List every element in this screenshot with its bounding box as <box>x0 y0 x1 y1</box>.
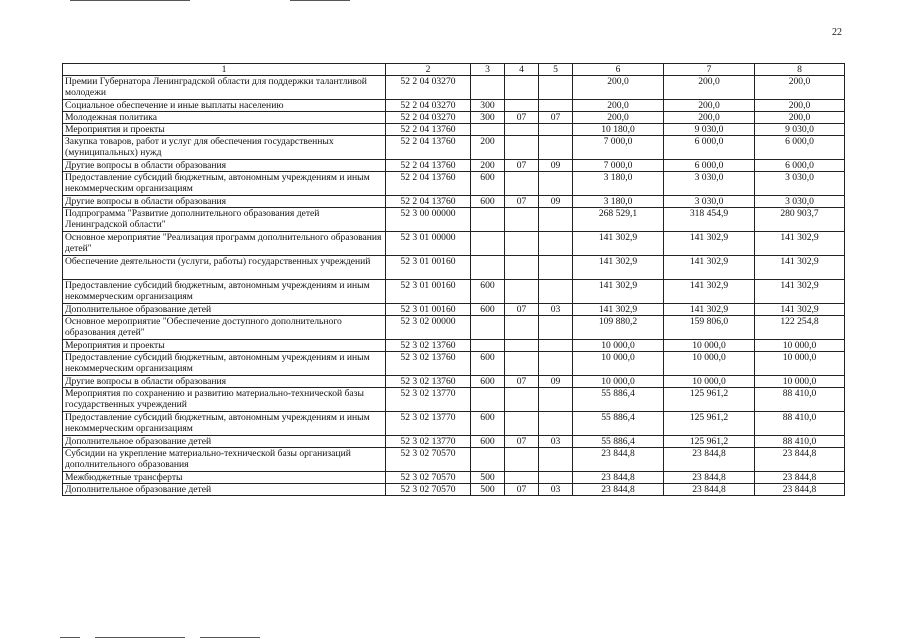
row-name-cell: Подпрограмма "Развитие дополнительного образования детей Ленинградской области" <box>63 208 386 232</box>
amount-col7-cell: 3 030,0 <box>664 196 755 208</box>
expense-type-cell <box>471 124 505 136</box>
subsection-cell <box>539 316 573 340</box>
row-name-cell: Дополнительное образование детей <box>63 484 386 496</box>
amount-col8-cell: 9 030,0 <box>755 124 845 136</box>
target-article-cell: 52 3 01 00160 <box>386 280 471 304</box>
section-cell <box>505 340 539 352</box>
amount-col6-cell: 109 880,2 <box>573 316 664 340</box>
section-cell: 07 <box>505 484 539 496</box>
amount-col8-cell: 200,0 <box>755 100 845 112</box>
expense-type-cell: 600 <box>471 280 505 304</box>
row-name-cell: Основное мероприятие "Реализация программ дополнительного образования детей" <box>63 232 386 256</box>
amount-col6-cell: 200,0 <box>573 76 664 100</box>
section-cell <box>505 316 539 340</box>
subsection-cell <box>539 280 573 304</box>
target-article-cell: 52 2 04 13760 <box>386 196 471 208</box>
amount-col6-cell: 10 000,0 <box>573 340 664 352</box>
section-cell <box>505 100 539 112</box>
amount-col6-cell: 7 000,0 <box>573 136 664 160</box>
amount-col8-cell: 10 000,0 <box>755 352 845 376</box>
amount-col7-cell: 125 961,2 <box>664 388 755 412</box>
budget-table <box>62 63 845 496</box>
amount-col6-cell: 200,0 <box>573 100 664 112</box>
amount-col8-cell: 3 030,0 <box>755 172 845 196</box>
amount-col6-cell: 10 000,0 <box>573 376 664 388</box>
table-row <box>63 208 845 232</box>
table-row <box>63 412 845 436</box>
row-name-cell: Мероприятия по сохранению и развитию материально-технической базы государственных учреждений <box>63 388 386 412</box>
amount-col6-cell: 55 886,4 <box>573 436 664 448</box>
amount-col7-cell: 141 302,9 <box>664 232 755 256</box>
expense-type-cell <box>471 76 505 100</box>
column-header: 6 <box>573 64 664 76</box>
amount-col6-cell: 141 302,9 <box>573 232 664 256</box>
subsection-cell <box>539 124 573 136</box>
row-name-cell: Дополнительное образование детей <box>63 304 386 316</box>
table-row <box>63 436 845 448</box>
amount-col8-cell: 6 000,0 <box>755 136 845 160</box>
expense-type-cell: 600 <box>471 436 505 448</box>
scan-edge-line-top-right <box>290 0 350 1</box>
amount-col7-cell: 141 302,9 <box>664 256 755 280</box>
expense-type-cell: 300 <box>471 100 505 112</box>
amount-col6-cell: 200,0 <box>573 112 664 124</box>
table-row <box>63 160 845 172</box>
table-row <box>63 112 845 124</box>
expense-type-cell <box>471 208 505 232</box>
row-name-cell: Дополнительное образование детей <box>63 436 386 448</box>
amount-col6-cell: 23 844,8 <box>573 484 664 496</box>
amount-col7-cell: 6 000,0 <box>664 136 755 160</box>
target-article-cell: 52 2 04 03270 <box>386 100 471 112</box>
expense-type-cell: 600 <box>471 196 505 208</box>
target-article-cell: 52 2 04 03270 <box>386 76 471 100</box>
table-row <box>63 280 845 304</box>
table-row <box>63 448 845 472</box>
amount-col7-cell: 200,0 <box>664 76 755 100</box>
subsection-cell: 03 <box>539 304 573 316</box>
table-row <box>63 76 845 100</box>
expense-type-cell: 600 <box>471 304 505 316</box>
column-header: 3 <box>471 64 505 76</box>
amount-col8-cell: 200,0 <box>755 112 845 124</box>
target-article-cell: 52 2 04 13760 <box>386 172 471 196</box>
target-article-cell: 52 3 02 13760 <box>386 340 471 352</box>
subsection-cell <box>539 76 573 100</box>
amount-col6-cell: 10 180,0 <box>573 124 664 136</box>
subsection-cell: 03 <box>539 484 573 496</box>
subsection-cell <box>539 472 573 484</box>
page-number: 22 <box>832 27 842 38</box>
expense-type-cell: 500 <box>471 472 505 484</box>
amount-col8-cell: 10 000,0 <box>755 376 845 388</box>
subsection-cell <box>539 388 573 412</box>
section-cell <box>505 412 539 436</box>
expense-type-cell <box>471 256 505 280</box>
row-name-cell: Межбюджетные трансферты <box>63 472 386 484</box>
row-name-cell: Другие вопросы в области образования <box>63 196 386 208</box>
row-name-cell: Обеспечение деятельности (услуги, работы) государственных учреждений <box>63 256 386 280</box>
target-article-cell: 52 3 02 13770 <box>386 436 471 448</box>
section-cell: 07 <box>505 196 539 208</box>
header-row <box>63 64 845 76</box>
subsection-cell <box>539 448 573 472</box>
amount-col8-cell: 122 254,8 <box>755 316 845 340</box>
amount-col8-cell: 6 000,0 <box>755 160 845 172</box>
amount-col6-cell: 55 886,4 <box>573 388 664 412</box>
row-name-cell: Другие вопросы в области образования <box>63 376 386 388</box>
amount-col6-cell: 141 302,9 <box>573 304 664 316</box>
row-name-cell: Основное мероприятие "Обеспечение доступного дополнительного образования детей" <box>63 316 386 340</box>
table-row <box>63 124 845 136</box>
amount-col8-cell: 3 030,0 <box>755 196 845 208</box>
amount-col6-cell: 141 302,9 <box>573 280 664 304</box>
row-name-cell: Мероприятия и проекты <box>63 124 386 136</box>
column-header: 2 <box>386 64 471 76</box>
column-header: 5 <box>539 64 573 76</box>
section-cell <box>505 124 539 136</box>
row-name-cell: Субсидии на укрепление материально-технической базы организаций дополнительного образования <box>63 448 386 472</box>
amount-col8-cell: 23 844,8 <box>755 448 845 472</box>
target-article-cell: 52 3 02 70570 <box>386 472 471 484</box>
target-article-cell: 52 3 02 13770 <box>386 412 471 436</box>
amount-col7-cell: 23 844,8 <box>664 484 755 496</box>
table-row <box>63 340 845 352</box>
scan-edge-line-bottom-left <box>60 637 80 638</box>
row-name-cell: Предоставление субсидий бюджетным, автономным учреждениям и иным некоммерческим организациям <box>63 172 386 196</box>
column-header: 8 <box>755 64 845 76</box>
subsection-cell <box>539 208 573 232</box>
subsection-cell <box>539 100 573 112</box>
expense-type-cell <box>471 340 505 352</box>
amount-col6-cell: 7 000,0 <box>573 160 664 172</box>
section-cell <box>505 256 539 280</box>
subsection-cell <box>539 340 573 352</box>
column-header: 4 <box>505 64 539 76</box>
amount-col7-cell: 23 844,8 <box>664 472 755 484</box>
column-header: 7 <box>664 64 755 76</box>
expense-type-cell: 600 <box>471 376 505 388</box>
scan-edge-line-bottom-right <box>200 637 260 638</box>
amount-col6-cell: 23 844,8 <box>573 448 664 472</box>
expense-type-cell <box>471 316 505 340</box>
subsection-cell: 09 <box>539 196 573 208</box>
amount-col7-cell: 200,0 <box>664 112 755 124</box>
subsection-cell: 09 <box>539 160 573 172</box>
target-article-cell: 52 3 00 00000 <box>386 208 471 232</box>
amount-col8-cell: 23 844,8 <box>755 472 845 484</box>
amount-col8-cell: 141 302,9 <box>755 304 845 316</box>
expense-type-cell: 600 <box>471 172 505 196</box>
target-article-cell: 52 3 02 13760 <box>386 376 471 388</box>
amount-col6-cell: 141 302,9 <box>573 256 664 280</box>
table-row <box>63 256 845 280</box>
section-cell: 07 <box>505 436 539 448</box>
amount-col6-cell: 268 529,1 <box>573 208 664 232</box>
row-name-cell: Предоставление субсидий бюджетным, автономным учреждениям и иным некоммерческим организациям <box>63 352 386 376</box>
amount-col7-cell: 23 844,8 <box>664 448 755 472</box>
section-cell <box>505 448 539 472</box>
table-row <box>63 388 845 412</box>
row-name-cell: Молодежная политика <box>63 112 386 124</box>
amount-col6-cell: 55 886,4 <box>573 412 664 436</box>
table-row <box>63 304 845 316</box>
target-article-cell: 52 3 01 00160 <box>386 304 471 316</box>
expense-type-cell <box>471 448 505 472</box>
expense-type-cell: 600 <box>471 352 505 376</box>
amount-col7-cell: 6 000,0 <box>664 160 755 172</box>
scan-edge-line-bottom-mid <box>95 637 185 638</box>
subsection-cell <box>539 136 573 160</box>
amount-col8-cell: 141 302,9 <box>755 280 845 304</box>
target-article-cell: 52 3 02 13770 <box>386 388 471 412</box>
row-name-cell: Предоставление субсидий бюджетным, автономным учреждениям и иным некоммерческим организациям <box>63 280 386 304</box>
expense-type-cell <box>471 388 505 412</box>
amount-col7-cell: 200,0 <box>664 100 755 112</box>
amount-col7-cell: 10 000,0 <box>664 352 755 376</box>
row-name-cell: Мероприятия и проекты <box>63 340 386 352</box>
target-article-cell: 52 3 02 00000 <box>386 316 471 340</box>
section-cell <box>505 208 539 232</box>
amount-col7-cell: 159 806,0 <box>664 316 755 340</box>
amount-col8-cell: 141 302,9 <box>755 232 845 256</box>
target-article-cell: 52 2 04 03270 <box>386 112 471 124</box>
subsection-cell <box>539 352 573 376</box>
amount-col7-cell: 125 961,2 <box>664 436 755 448</box>
subsection-cell: 03 <box>539 436 573 448</box>
amount-col7-cell: 10 000,0 <box>664 340 755 352</box>
section-cell <box>505 136 539 160</box>
row-name-cell: Другие вопросы в области образования <box>63 160 386 172</box>
section-cell <box>505 172 539 196</box>
amount-col8-cell: 88 410,0 <box>755 412 845 436</box>
target-article-cell: 52 3 01 00000 <box>386 232 471 256</box>
amount-col7-cell: 10 000,0 <box>664 376 755 388</box>
expense-type-cell: 300 <box>471 112 505 124</box>
subsection-cell: 09 <box>539 376 573 388</box>
table-row <box>63 100 845 112</box>
subsection-cell <box>539 256 573 280</box>
table-row <box>63 472 845 484</box>
row-name-cell: Предоставление субсидий бюджетным, автономным учреждениям и иным некоммерческим организациям <box>63 412 386 436</box>
amount-col8-cell: 88 410,0 <box>755 436 845 448</box>
amount-col6-cell: 3 180,0 <box>573 172 664 196</box>
target-article-cell: 52 3 02 13760 <box>386 352 471 376</box>
section-cell: 07 <box>505 112 539 124</box>
section-cell <box>505 280 539 304</box>
table-body <box>63 76 845 496</box>
section-cell <box>505 472 539 484</box>
amount-col7-cell: 141 302,9 <box>664 280 755 304</box>
section-cell: 07 <box>505 376 539 388</box>
table-row <box>63 172 845 196</box>
amount-col7-cell: 141 302,9 <box>664 304 755 316</box>
subsection-cell <box>539 172 573 196</box>
row-name-cell: Премии Губернатора Ленинградской области для поддержки талантливой молодежи <box>63 76 386 100</box>
subsection-cell <box>539 232 573 256</box>
section-cell: 07 <box>505 304 539 316</box>
table-row <box>63 196 845 208</box>
section-cell <box>505 232 539 256</box>
table-row <box>63 352 845 376</box>
amount-col8-cell: 200,0 <box>755 76 845 100</box>
amount-col7-cell: 318 454,9 <box>664 208 755 232</box>
section-cell: 07 <box>505 160 539 172</box>
expense-type-cell: 200 <box>471 160 505 172</box>
amount-col6-cell: 23 844,8 <box>573 472 664 484</box>
target-article-cell: 52 3 02 70570 <box>386 484 471 496</box>
row-name-cell: Социальное обеспечение и иные выплаты населению <box>63 100 386 112</box>
target-article-cell: 52 3 02 70570 <box>386 448 471 472</box>
amount-col8-cell: 141 302,9 <box>755 256 845 280</box>
amount-col6-cell: 10 000,0 <box>573 352 664 376</box>
section-cell <box>505 388 539 412</box>
table-row <box>63 232 845 256</box>
amount-col7-cell: 3 030,0 <box>664 172 755 196</box>
expense-type-cell: 200 <box>471 136 505 160</box>
expense-type-cell <box>471 232 505 256</box>
expense-type-cell: 600 <box>471 412 505 436</box>
amount-col8-cell: 88 410,0 <box>755 388 845 412</box>
amount-col8-cell: 280 903,7 <box>755 208 845 232</box>
target-article-cell: 52 3 01 00160 <box>386 256 471 280</box>
section-cell <box>505 76 539 100</box>
table-row <box>63 484 845 496</box>
subsection-cell: 07 <box>539 112 573 124</box>
table-row <box>63 136 845 160</box>
table-row <box>63 376 845 388</box>
amount-col6-cell: 3 180,0 <box>573 196 664 208</box>
target-article-cell: 52 2 04 13760 <box>386 124 471 136</box>
section-cell <box>505 352 539 376</box>
target-article-cell: 52 2 04 13760 <box>386 136 471 160</box>
amount-col8-cell: 23 844,8 <box>755 484 845 496</box>
amount-col8-cell: 10 000,0 <box>755 340 845 352</box>
column-header: 1 <box>63 64 386 76</box>
subsection-cell <box>539 412 573 436</box>
table-row <box>63 316 845 340</box>
amount-col7-cell: 9 030,0 <box>664 124 755 136</box>
amount-col7-cell: 125 961,2 <box>664 412 755 436</box>
target-article-cell: 52 2 04 13760 <box>386 160 471 172</box>
scan-edge-line-top-left <box>70 0 190 1</box>
row-name-cell: Закупка товаров, работ и услуг для обеспечения государственных (муниципальных) нужд <box>63 136 386 160</box>
expense-type-cell: 500 <box>471 484 505 496</box>
